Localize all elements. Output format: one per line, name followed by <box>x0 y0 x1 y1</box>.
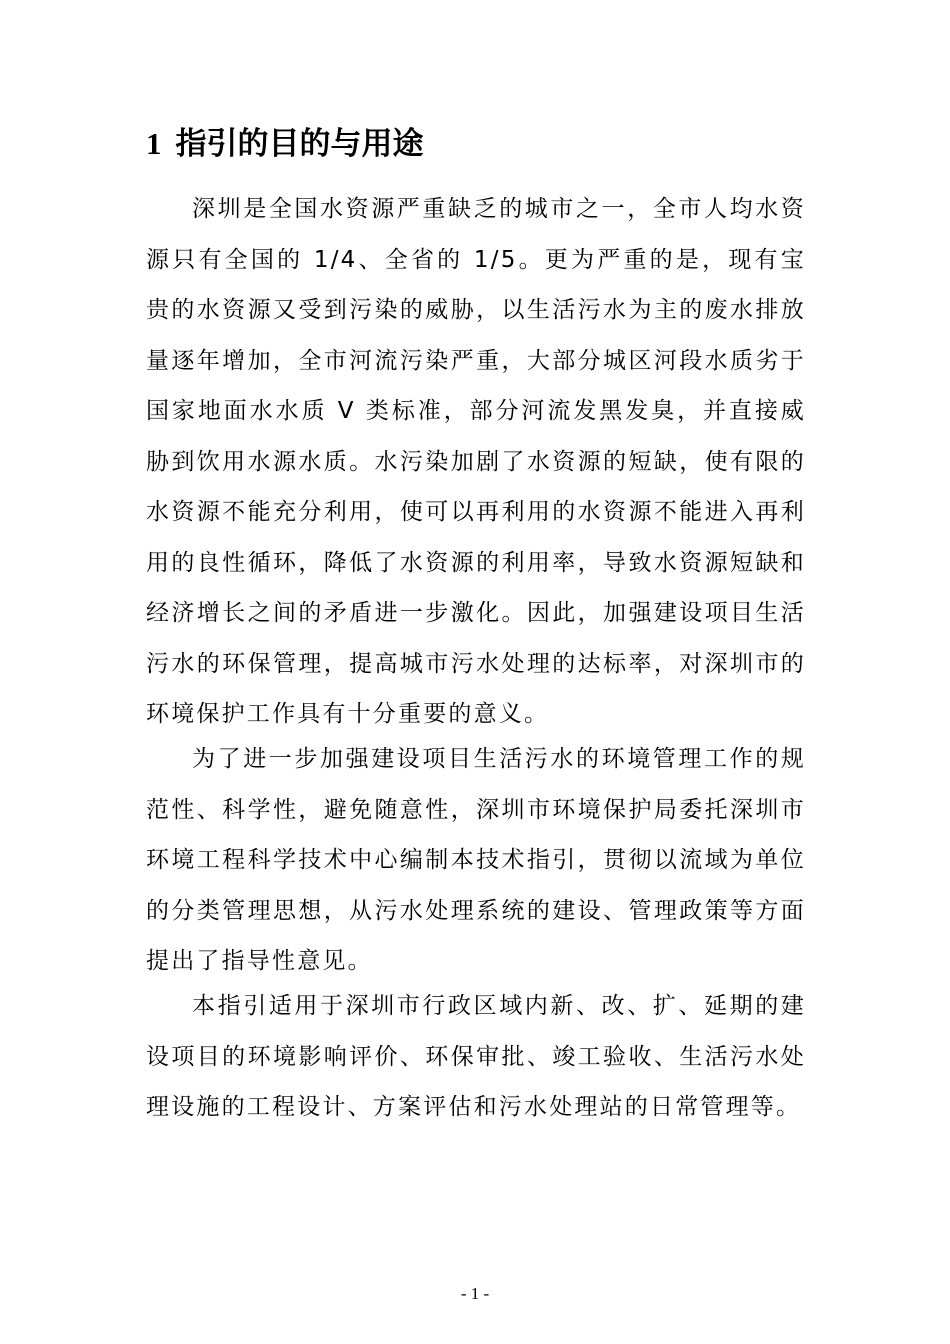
page-number: - 1 - <box>460 1284 490 1303</box>
section-title: 指引的目的与用途 <box>175 126 424 162</box>
paragraph-purpose-background: 深圳是全国水资源严重缺乏的城市之一，全市人均水资源只有全国的 1/4、全省的 1/5。更为严重的是，现有宝贵的水资源又受到污染的威胁，以生活污水为主的废水排放量逐年增加，全市河流污染严重，大部分城区河段水质劣于国家地面水水质 V 类标准，部分河流发黑发臭，并直接威胁到饮用水源水质。水污染加剧了水资源的短缺，使有限的水资源不能充分利用，使可以再利用的水资源不能进入再利用的良性循环，降低了水资源的利用率，导致水资源短缺和经济增长之间的矛盾进一步激化。因此，加强建设项目生活污水的环保管理，提高城市污水处理的达标率，对深圳市的环境保护工作具有十分重要的意义。 <box>146 196 806 727</box>
section-number: 1 <box>146 126 162 161</box>
paragraph-scope-of-application: 本指引适用于深圳市行政区域内新、改、扩、延期的建设项目的环境影响评价、环保审批、竣工验收、生活污水处理设施的工程设计、方案评估和污水处理站的日常管理等。 <box>146 993 806 1120</box>
paragraph-guideline-objective: 为了进一步加强建设项目生活污水的环境管理工作的规范性、科学性，避免随意性，深圳市环境保护局委托深圳市环境工程科学技术中心编制本技术指引，贯彻以流域为单位的分类管理思想，从污水处理系统的建设、管理政策等方面提出了指导性意见。 <box>146 746 806 974</box>
section-heading <box>146 118 424 170</box>
